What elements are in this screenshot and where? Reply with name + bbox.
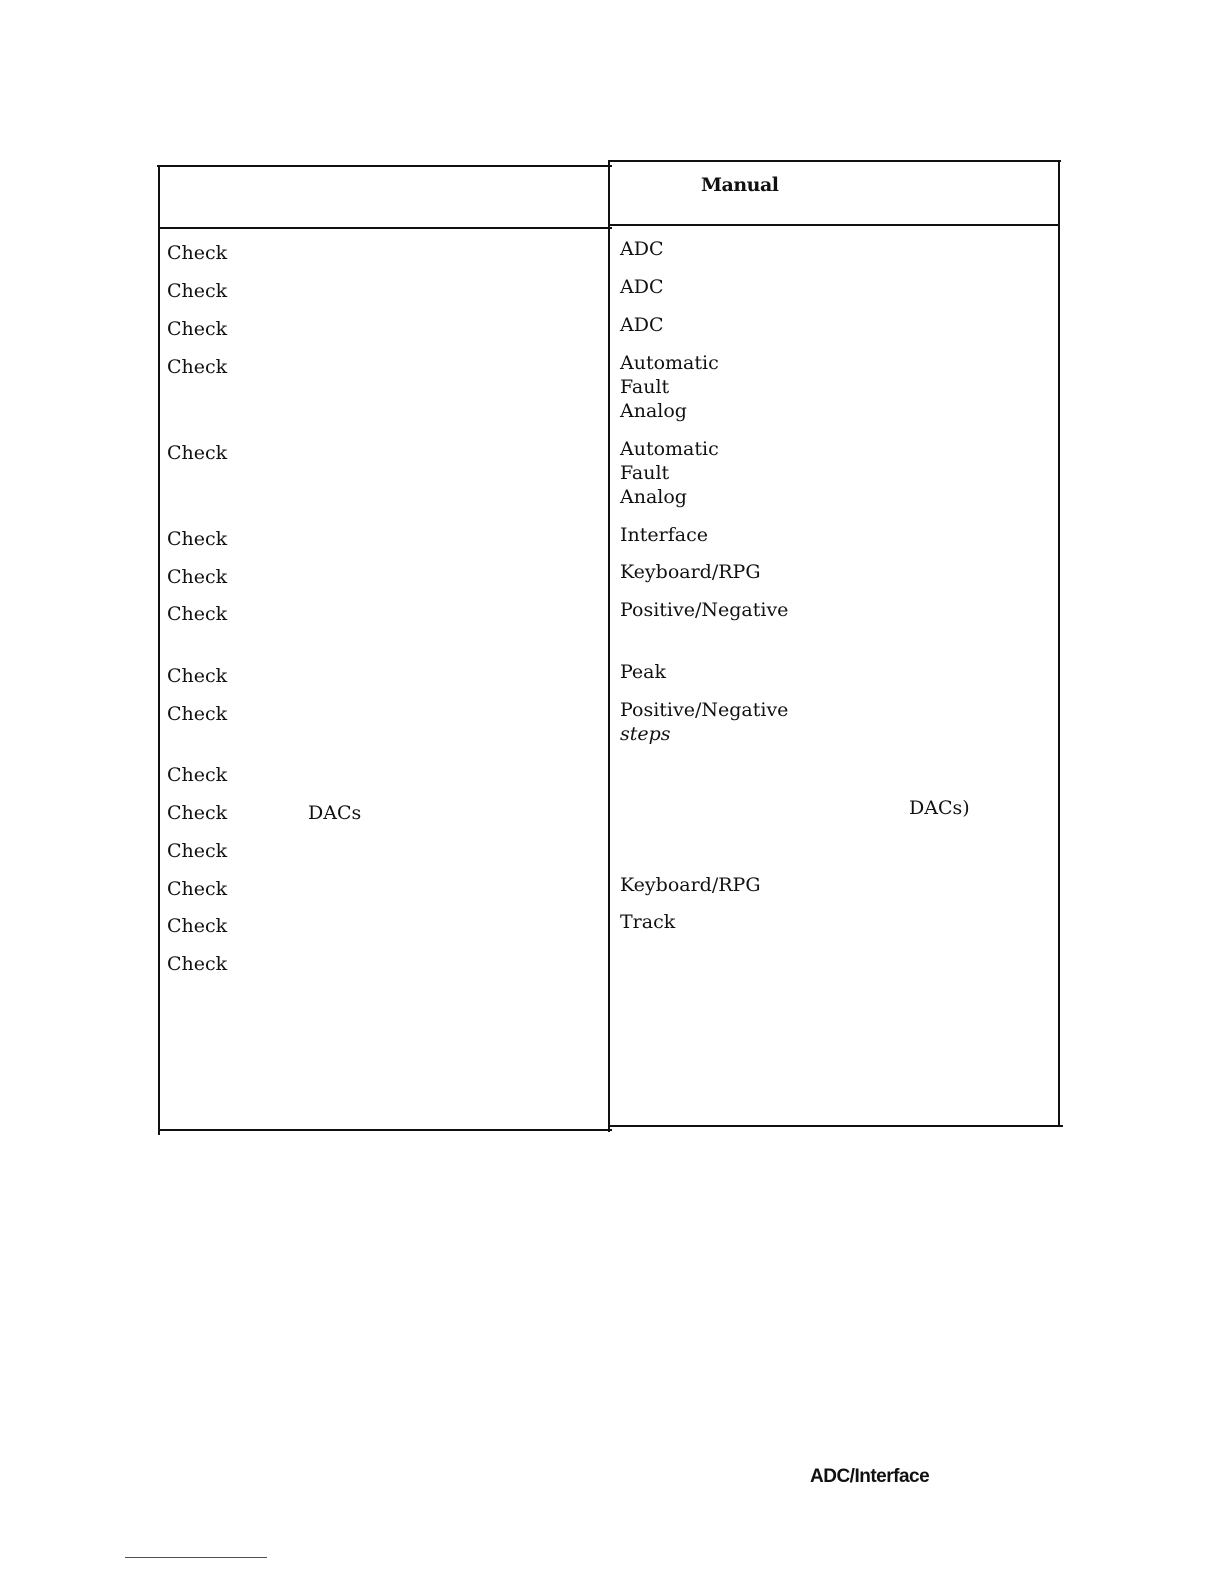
- table-left-border: [158, 165, 160, 1135]
- left-cell: Check: [167, 802, 228, 824]
- right-cell: Automatic: [620, 352, 719, 374]
- right-cell: Peak: [620, 661, 667, 683]
- left-cell: Check: [167, 703, 228, 725]
- footer-rule: [125, 1557, 267, 1558]
- left-cell: Check: [167, 442, 228, 464]
- left-cell: Check: [167, 665, 228, 687]
- right-cell: Interface: [620, 524, 708, 546]
- left-cell: Check: [167, 356, 228, 378]
- right-cell: ADC: [620, 238, 664, 260]
- right-cell: Keyboard/RPG: [620, 561, 761, 583]
- left-cell: Check: [167, 528, 228, 550]
- left-cell: Check: [167, 915, 228, 937]
- left-cell: Check: [167, 840, 228, 862]
- right-cell: Fault: [620, 376, 670, 398]
- right-cell: Automatic: [620, 438, 719, 460]
- table-header-rule-right: [609, 224, 1059, 226]
- footer-section-title: ADC/Interface: [810, 1466, 930, 1487]
- right-cell: Track: [620, 911, 676, 933]
- table-right-border: [1058, 160, 1060, 1127]
- left-cell: Check: [167, 878, 228, 900]
- right-cell: ADC: [620, 314, 664, 336]
- table-bottom-rule-left: [160, 1129, 612, 1131]
- table-bottom-rule-right: [609, 1125, 1063, 1127]
- left-cell: Check: [167, 953, 228, 975]
- table-header-manual: Manual: [701, 174, 779, 196]
- table-header-rule-left: [159, 227, 612, 229]
- left-cell-dacs: DACs: [308, 802, 362, 824]
- right-cell: Keyboard/RPG: [620, 874, 761, 896]
- right-cell: Fault: [620, 462, 670, 484]
- right-cell: Positive/Negative: [620, 699, 789, 721]
- right-cell-steps: steps: [620, 723, 671, 745]
- left-cell: Check: [167, 566, 228, 588]
- right-cell-dacs: DACs): [909, 797, 970, 819]
- right-cell: Analog: [620, 486, 687, 508]
- left-cell: Check: [167, 280, 228, 302]
- right-cell: ADC: [620, 276, 664, 298]
- left-cell: Check: [167, 242, 228, 264]
- table-column-divider: [608, 160, 610, 1132]
- left-cell: Check: [167, 764, 228, 786]
- table-top-rule-left: [157, 165, 612, 167]
- right-cell: Positive/Negative: [620, 599, 789, 621]
- right-cell: Analog: [620, 400, 687, 422]
- left-cell: Check: [167, 318, 228, 340]
- left-cell: Check: [167, 603, 228, 625]
- table-top-rule-right: [609, 160, 1061, 162]
